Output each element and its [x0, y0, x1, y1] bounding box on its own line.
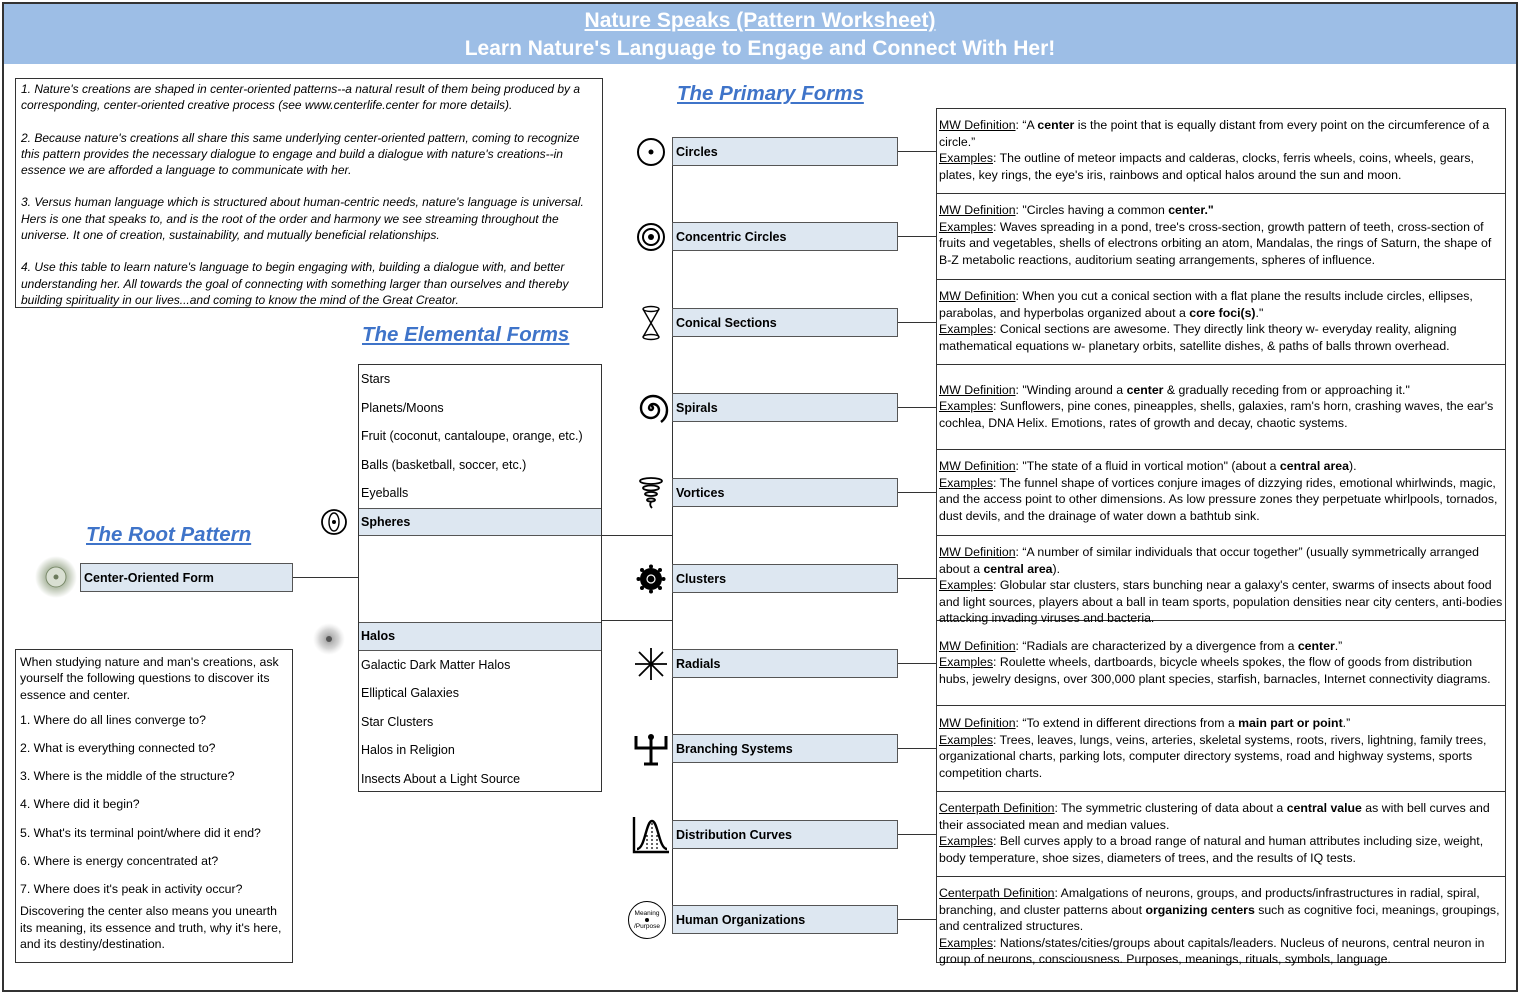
primary-form-label: Spirals	[672, 393, 898, 422]
examples-text: Examples: Waves spreading in a pond, tree's cross-section, growth pattern of teeth, cross-section of fruits and vegetables, shells of electrons orbiting an atom, Mandalas, the rings of Saturn, the shape of B-Z metabolic reactions, auditorium seating arrangements, spheres of influence.	[939, 219, 1492, 267]
definition-label: MW Definition	[939, 638, 1016, 653]
list-item: Halos in Religion	[361, 743, 455, 758]
connector-line	[898, 578, 937, 579]
examples-label: Examples	[939, 322, 993, 336]
primary-form-label: Branching Systems	[672, 734, 898, 763]
examples-label: Examples	[939, 655, 993, 670]
question-item: 3. Where is the middle of the structure?	[20, 769, 235, 784]
connector-line	[898, 151, 937, 152]
sphere-icon	[320, 508, 348, 536]
connector-line	[898, 492, 937, 493]
list-item: Planets/Moons	[361, 400, 444, 415]
intro-note: 2. Because nature's creations all share this same underlying center-oriented pattern, coming to recognize this pattern provides the necessary dialogue to engage and build a dialogue with nature's creations--in essence we are afforded a language to communicate with her.	[21, 130, 580, 178]
definition-cell	[937, 877, 1505, 964]
examples-label: Examples	[939, 219, 993, 234]
halos-label: Halos	[359, 622, 601, 651]
primary-form-label: Radials	[672, 649, 898, 678]
intro-note: 3. Versus human language which is structured about human-centric needs, nature's language is universal. Hers is one that speaks to, and is the root of the order and harmony we see streaming throughout the universe. It one of creation, sustainability, and mutually beneficial relationships.	[21, 195, 584, 243]
center-dot	[645, 918, 649, 922]
bell-curve-icon	[630, 814, 672, 856]
definition-label: MW Definition	[939, 203, 1016, 217]
examples-text: Examples: The funnel shape of vortices conjure images of dizzying rides, emotional whirlwinds, magic, and the access point to other dimensions. As low pressure zones they perpetuate whirlpools, tornados, dust devils, and the drainage of water down a bathtub sink.	[939, 475, 1498, 523]
spheres-label: Spheres	[359, 508, 601, 537]
definition-text: Centerpath Definition: The symmetric clustering of data about a central value as with bell curves and their associated mean and median values.	[939, 801, 1490, 832]
definition-cell	[937, 109, 1505, 194]
definition-label: MW Definition	[939, 382, 1016, 397]
connector-line	[898, 663, 937, 664]
meaning-text: Meaning	[634, 910, 660, 917]
halo-icon	[312, 622, 346, 656]
definition-label: Centerpath Definition	[939, 801, 1055, 815]
elemental-forms-title: The Elemental Forms	[362, 323, 570, 346]
examples-text: Examples: Trees, leaves, lungs, veins, arteries, skeletal systems, roots, rivers, lightning, family trees, organizational charts, parking lots, computer directory systems, road and highway systems, sports competition charts.	[939, 732, 1487, 780]
question-item: 7. Where does it's peak in activity occur?	[20, 882, 243, 897]
primary-form-label: Concentric Circles	[672, 222, 898, 251]
connector-line	[898, 919, 937, 920]
definition-text: MW Definition: “A number of similar individuals that occur together” (usually symmetrically arranged about a central area).	[939, 545, 1479, 576]
cluster-icon	[630, 558, 672, 600]
connector-line	[602, 535, 673, 536]
examples-label: Examples	[939, 935, 993, 950]
question-item: 5. What's its terminal point/where did it end?	[20, 825, 261, 840]
purpose-text: /Purpose	[633, 923, 661, 930]
questions-outro: Discovering the center also means you unearth its meaning, its essence and truth, why it's here, and its destiny/destination.	[20, 904, 282, 951]
examples-text: Examples: Conical sections are awesome. They directly link theory w- everyday reality, aligning mathematical equations w- planetary orbits, satellite dishes, & paths of balls thrown overhead.	[939, 322, 1457, 353]
question-item: 4. Where did it begin?	[20, 797, 140, 812]
examples-label: Examples	[939, 578, 993, 592]
definition-label: MW Definition	[939, 459, 1016, 473]
connector-line	[898, 834, 937, 835]
examples-label: Examples	[939, 475, 993, 490]
definition-label: MW Definition	[939, 118, 1016, 132]
examples-text: Examples: Bell curves apply to a broad range of natural and human attributes including size, weight, body temperature, shoe sizes, diameters of trees, and the results of IQ tests.	[939, 834, 1484, 865]
primary-form-label: Vortices	[672, 478, 898, 507]
connector-line	[602, 620, 673, 621]
vortex-icon	[630, 472, 672, 514]
header-banner	[4, 4, 1516, 64]
circle-dot-icon	[630, 131, 672, 173]
hourglass-cone-icon	[630, 302, 672, 344]
glowing-center-icon	[34, 555, 78, 599]
branching-icon	[630, 728, 672, 770]
definition-cell	[937, 280, 1505, 365]
primary-forms-title: The Primary Forms	[677, 82, 864, 105]
definition-text: MW Definition: "The state of a fluid in vortical motion" (about a central area).	[939, 459, 1357, 473]
definition-cell	[937, 706, 1505, 792]
examples-text: Examples: The outline of meteor impacts and calderas, clocks, ferris wheels, coins, wheels, gears, plates, key rings, the eye's iris, rainbows and optical halos around the sun and moon.	[939, 151, 1474, 182]
list-item: Stars	[361, 372, 391, 387]
list-item: Star Clusters	[361, 714, 434, 729]
concentric-circles-icon	[630, 216, 672, 258]
examples-text: Examples: Nations/states/cities/groups about capitals/leaders. Nucleus of neurons, central neuron in group of neurons, consciousness. Purposes, meanings, rituals, symbols, language.	[939, 935, 1485, 966]
worksheet-subtitle: Learn Nature's Language to Engage and Connect With Her!	[464, 37, 1056, 60]
root-pattern-title: The Root Pattern	[86, 523, 252, 546]
list-item: Insects About a Light Source	[361, 771, 521, 786]
definition-text: Centerpath Definition: Amalgations of neurons, groups, and products/infrastructures in radial, spiral, branching, and cluster patterns about organizing centers such as cognitive foci, meanings, groupings, and centralized structures.	[939, 886, 1500, 933]
examples-label: Examples	[939, 151, 993, 165]
definition-text: MW Definition: "Winding around a center & gradually receding from or approaching it."	[939, 382, 1410, 397]
intro-notes	[15, 78, 603, 308]
primary-form-label: Clusters	[672, 564, 898, 593]
primary-trunk-line	[672, 151, 673, 919]
primary-form-label: Conical Sections	[672, 308, 898, 337]
examples-text: Examples: Sunflowers, pine cones, pineapples, shells, galaxies, ram's horn, crashing waves, the ear's cochlea, DNA Helix. Emotions, rates of growth and decay, chaotic systems.	[939, 399, 1494, 430]
question-item: 1. Where do all lines converge to?	[20, 712, 206, 727]
spiral-icon	[630, 387, 672, 429]
radial-star-icon	[630, 643, 672, 685]
definition-label: MW Definition	[939, 545, 1016, 559]
discovery-questions	[15, 649, 293, 963]
examples-label: Examples	[939, 834, 993, 848]
definition-cell	[937, 536, 1505, 625]
definitions-table	[936, 108, 1506, 966]
examples-text: Examples: Globular star clusters, stars bunching near a galaxy's center, swarms of insects about food and light sources, players about a ball in team sports, population densities near city centers, anti-bodies attacking invading viruses and bacteria.	[939, 578, 1503, 625]
definition-text: MW Definition: “A center is the point that is equally distant from every point on the circumference of a circle.”	[939, 118, 1490, 149]
list-item: Elliptical Galaxies	[361, 686, 459, 701]
meaning-purpose-icon	[626, 899, 668, 941]
question-item: 2. What is everything connected to?	[20, 741, 216, 756]
definition-text: MW Definition: “Radials are characterized by a divergence from a center.”	[939, 638, 1343, 653]
elemental-gap	[359, 536, 601, 622]
list-item: Eyeballs	[361, 486, 409, 501]
meaning-purpose-circle	[628, 901, 666, 939]
connector-line	[898, 407, 937, 408]
definition-cell	[937, 365, 1505, 450]
connector-line	[898, 322, 937, 323]
question-item: 6. Where is energy concentrated at?	[20, 853, 219, 868]
definition-label: Centerpath Definition	[939, 886, 1055, 900]
intro-note: 1. Nature's creations are shaped in center-oriented patterns--a natural result of them being produced by a corresponding, center-oriented creative process (see www.centerlife.center for more details).	[21, 82, 581, 113]
definition-label: MW Definition	[939, 289, 1016, 303]
examples-text: Examples: Roulette wheels, dartboards, bicycle wheels spokes, the flow of goods from distribution hubs, jewelry designs, over 300,000 plant species, starfish, barnacles, Internet connectivity diagrams.	[939, 655, 1491, 686]
definition-label: MW Definition	[939, 716, 1016, 730]
connector-line	[898, 236, 937, 237]
definition-cell	[937, 792, 1505, 877]
definition-cell	[937, 450, 1505, 536]
definition-text: MW Definition: When you cut a conical section with a flat plane the results include circles, ellipses, parabolas, and hyperbolas organized about a core foci(s)."	[939, 289, 1473, 320]
intro-note: 4. Use this table to learn nature's language to begin engaging with, building a dialogue with, and better understanding her. All towards the goal of connecting with something larger than ourselves and thereby building spirituality in our lives...and coming to know the mind of the Great Creator.	[21, 260, 569, 307]
primary-form-label: Circles	[672, 137, 898, 166]
center-oriented-form-label: Center-Oriented Form	[80, 563, 293, 592]
definition-cell	[937, 621, 1505, 706]
examples-label: Examples	[939, 399, 993, 414]
list-item: Balls (basketball, soccer, etc.)	[361, 457, 527, 472]
list-item: Galactic Dark Matter Halos	[361, 657, 511, 672]
primary-form-label: Human Organizations	[672, 905, 898, 934]
elemental-forms-list	[358, 364, 602, 792]
questions-intro: When studying nature and man's creations, ask yourself the following questions to discover its essence and center.	[20, 655, 279, 702]
list-item: Fruit (coconut, cantaloupe, orange, etc.)	[361, 429, 583, 444]
worksheet-title: Nature Speaks (Pattern Worksheet)	[584, 9, 936, 32]
definition-text: MW Definition: “To extend in different directions from a main part or point.”	[939, 716, 1351, 730]
definition-text: MW Definition: "Circles having a common center."	[939, 203, 1214, 217]
connector-line	[293, 577, 359, 578]
examples-label: Examples	[939, 732, 993, 747]
connector-line	[898, 748, 937, 749]
definition-cell	[937, 194, 1505, 280]
primary-form-label: Distribution Curves	[672, 820, 898, 849]
